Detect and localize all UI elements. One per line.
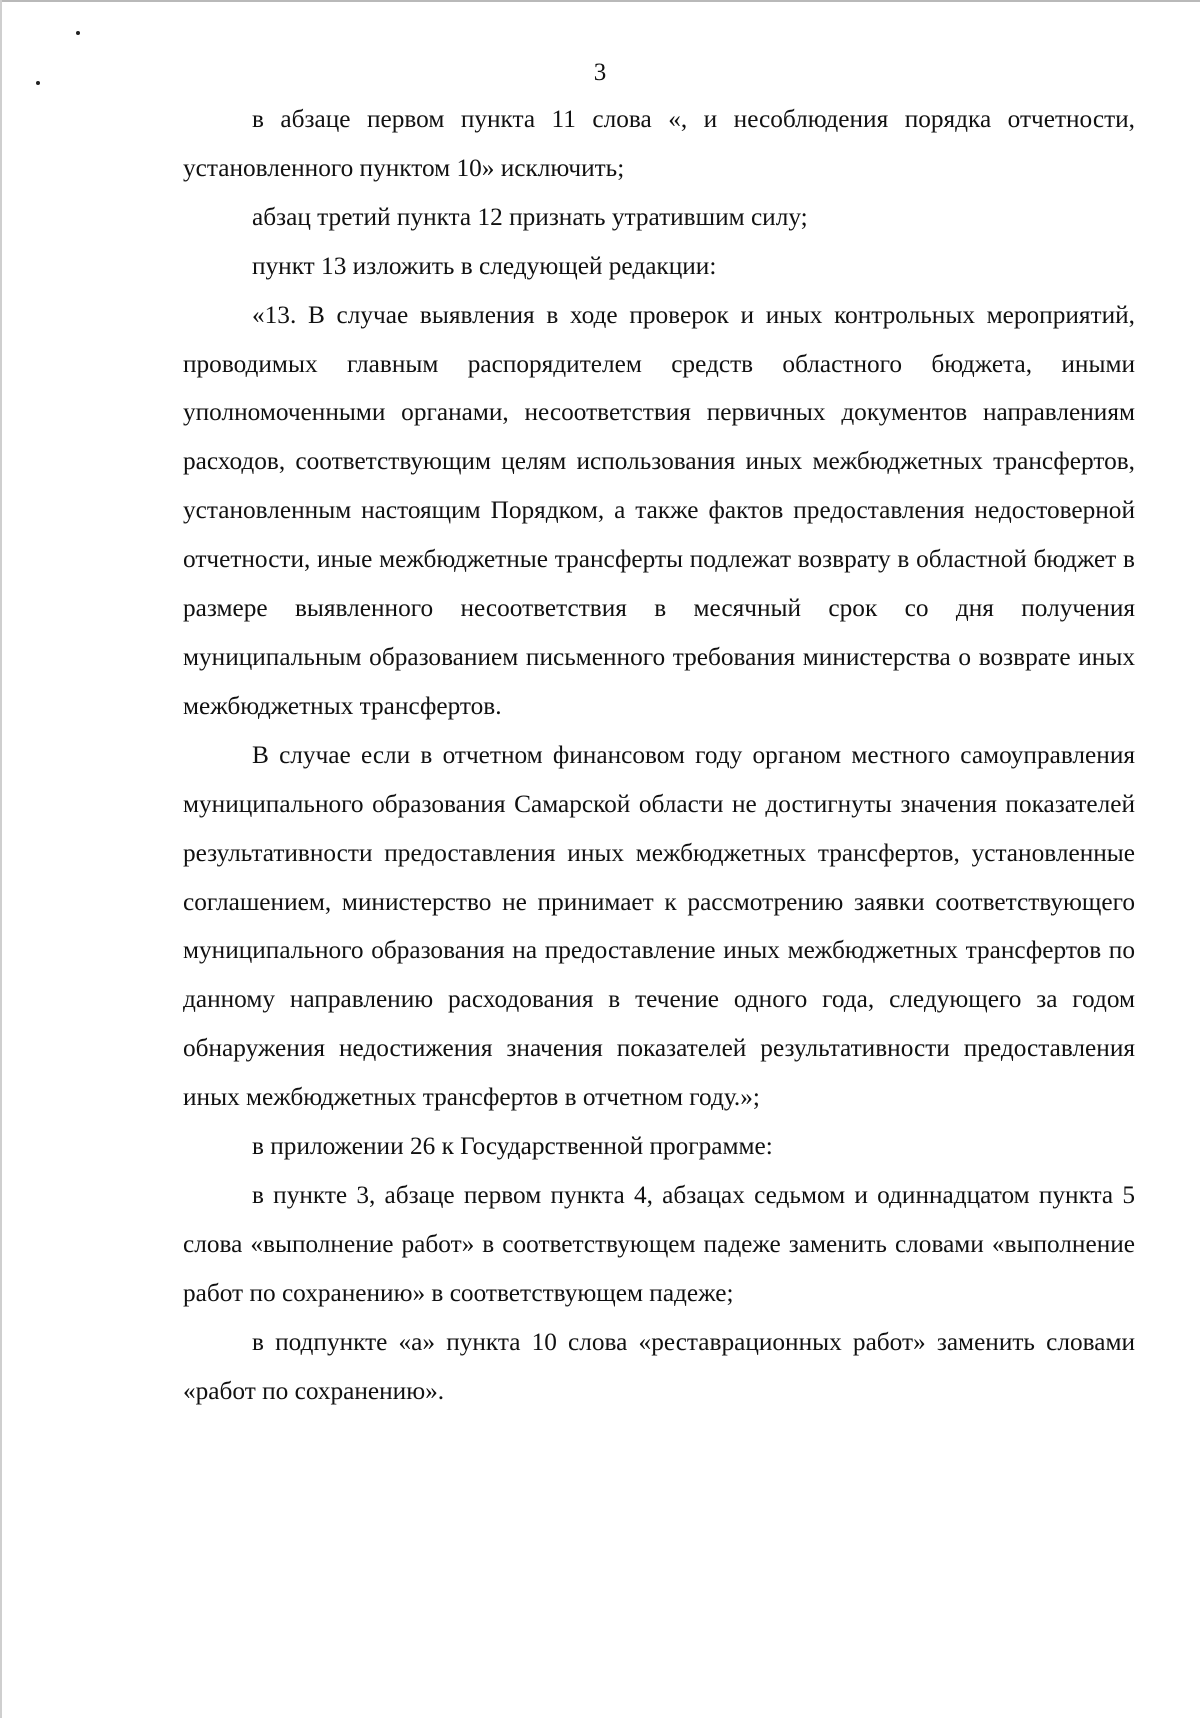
paragraph: «13. В случае выявления в ходе проверок и иных контрольных мероприятий, проводимых главным распорядителем средств областного бюджета, иными уполномоченными органами, несоответствия первичных документов направлениям расходов, соответствующим целям использования иных межбюджетных трансфертов, установленным настоящим Порядком, а также фактов предоставления недостоверной отчетности, иные межбюджетные трансферты подлежат возврату в областной бюджет в размере выявленного несоответствия в месячный срок со дня получения муниципальным образованием письменного требования министерства о возврате иных межбюджетных трансфертов. [183, 300, 1135, 720]
page-number: 3 [593, 59, 607, 86]
paragraph: абзац третий пункта 12 признать утратившим силу; [252, 202, 808, 231]
scan-top-edge [0, 0, 1200, 2]
paragraph: В случае если в отчетном финансовом году органом местного самоуправления муниципального образования Самарской области не достигнуты значения показателей результативности предоставления иных межбюджетных трансфертов, установленные соглашением, министерство не принимает к рассмотрению заявки соответствующего муниципального образования на предоставление иных межбюджетных трансфертов по данному направлению расходования в течение одного года, следующего за годом обнаружения недостижения значения показателей результативности предоставления иных межбюджетных трансфертов в отчетном году.»; [183, 740, 1135, 1112]
paragraph: в пункте 3, абзаце первом пункта 4, абзацах седьмом и одиннадцатом пункта 5 слова «выполнение работ» в соответствующем падеже заменить словами «выполнение работ по сохранению» в соответствующем падеже; [183, 1180, 1135, 1307]
paragraph: пункт 13 изложить в следующей редакции: [252, 251, 717, 280]
paragraph: в приложении 26 к Государственной программе: [252, 1132, 773, 1161]
paragraph: в абзаце первом пункта 11 слова «, и несоблюдения порядка отчетности, установленного пунктом 10» исключить; [183, 105, 1135, 182]
paragraph: в подпункте «а» пункта 10 слова «реставрационных работ» заменить словами «работ по сохранению». [183, 1327, 1135, 1405]
document-body [183, 95, 1135, 1415]
scan-speck [76, 31, 80, 35]
scan-left-edge [0, 0, 2, 1718]
